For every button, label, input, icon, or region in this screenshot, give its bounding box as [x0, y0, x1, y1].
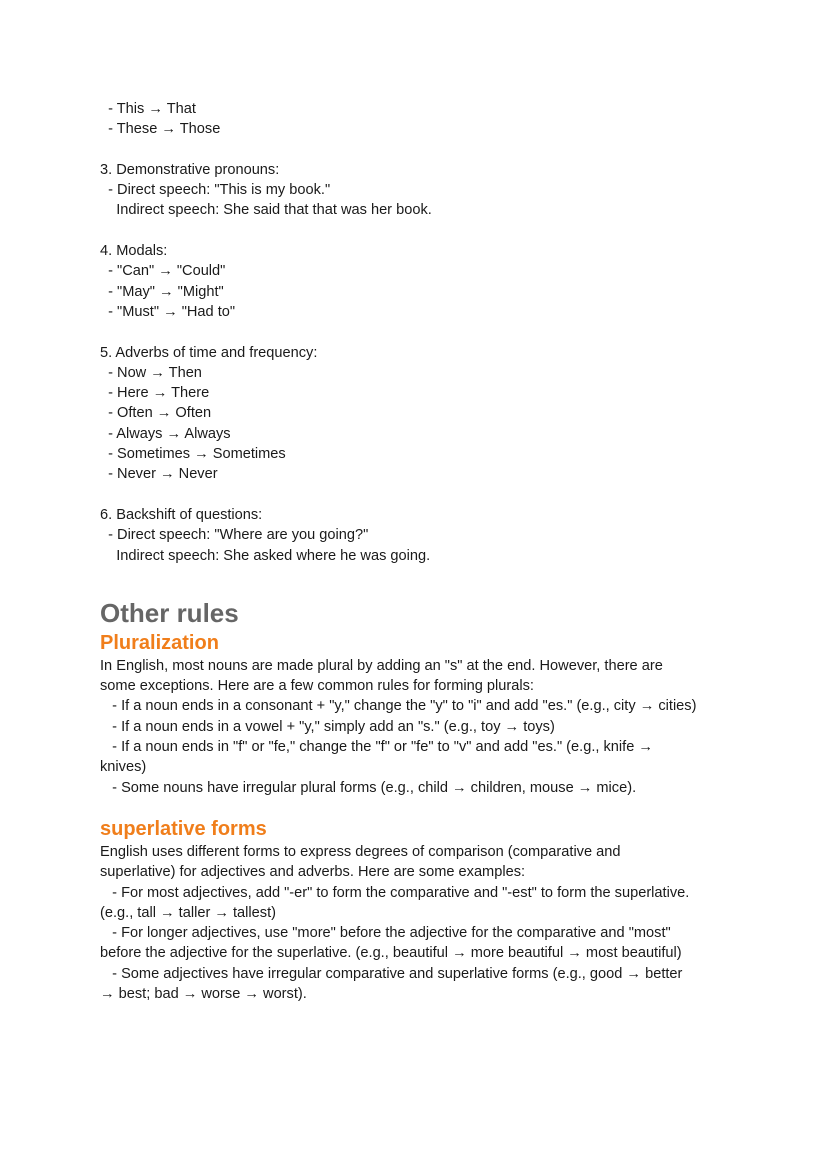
list-item: Indirect speech: She said that that was her book. [100, 202, 432, 219]
paragraph-line: - Some adjectives have irregular comparative and superlative forms (e.g., good → better [100, 965, 683, 982]
list-item: - "Must" → "Had to" [100, 303, 236, 320]
paragraph-line: → best; bad → worse → worst). [100, 985, 307, 1002]
list-item: - Never → Never [100, 466, 218, 483]
paragraph-line: English uses different forms to express degrees of comparison (comparative and [100, 843, 621, 860]
list-item: - Here → There [100, 385, 210, 402]
section-heading: 6. Backshift of questions: [100, 506, 263, 523]
list-item: - These → Those [100, 121, 221, 138]
paragraph-line: some exceptions. Here are a few common rules for forming plurals: [100, 678, 534, 695]
paragraph-line: - If a noun ends in a consonant + "y," change the "y" to "i" and add "es." (e.g., city → cities) [100, 698, 697, 715]
section-heading: 5. Adverbs of time and frequency: [100, 344, 318, 361]
list-item: Indirect speech: She asked where he was going. [100, 547, 431, 564]
paragraph-line: before the adjective for the superlative. (e.g., beautiful → more beautiful → most beautiful) [100, 945, 682, 962]
section-heading: 3. Demonstrative pronouns: [100, 161, 280, 178]
list-item: - Direct speech: "Where are you going?" [100, 527, 369, 544]
section-heading: 4. Modals: [100, 243, 168, 260]
list-item: - Always → Always [100, 425, 231, 442]
paragraph-line: - Some nouns have irregular plural forms (e.g., child → children, mouse → mice). [100, 779, 637, 796]
paragraph-line: (e.g., tall → taller → tallest) [100, 904, 276, 921]
paragraph-line: superlative) for adjectives and adverbs. Here are some examples: [100, 864, 526, 881]
paragraph-line: - If a noun ends in "f" or "fe," change the "f" or "fe" to "v" and add "es." (e.g., knife → [100, 739, 653, 756]
list-item: - Often → Often [100, 405, 212, 422]
paragraph-line: - For most adjectives, add "-er" to form the comparative and "-est" to form the superlative. [100, 884, 690, 901]
list-item: - Now → Then [100, 364, 202, 381]
document-page [100, 99, 740, 1004]
list-item: - Sometimes → Sometimes [100, 446, 286, 463]
pluralization-paragraph [100, 656, 740, 798]
pluralization-heading: Pluralization [100, 631, 219, 654]
superlative-paragraph [100, 842, 740, 1004]
paragraph-line: - If a noun ends in a vowel + "y," simply add an "s." (e.g., toy → toys) [100, 718, 555, 735]
list-item: - "May" → "Might" [100, 283, 224, 300]
superlative-heading: superlative forms [100, 817, 267, 840]
list-item: - Direct speech: "This is my book." [100, 182, 331, 199]
list-item: - This → That [100, 101, 196, 117]
other-rules-title: Other rules [100, 597, 239, 628]
paragraph-line: In English, most nouns are made plural by adding an "s" at the end. However, there are [100, 657, 663, 674]
paragraph-line: - For longer adjectives, use "more" before the adjective for the comparative and "most" [100, 925, 671, 942]
list-item: - "Can" → "Could" [100, 263, 226, 280]
paragraph-line: knives) [100, 759, 147, 776]
